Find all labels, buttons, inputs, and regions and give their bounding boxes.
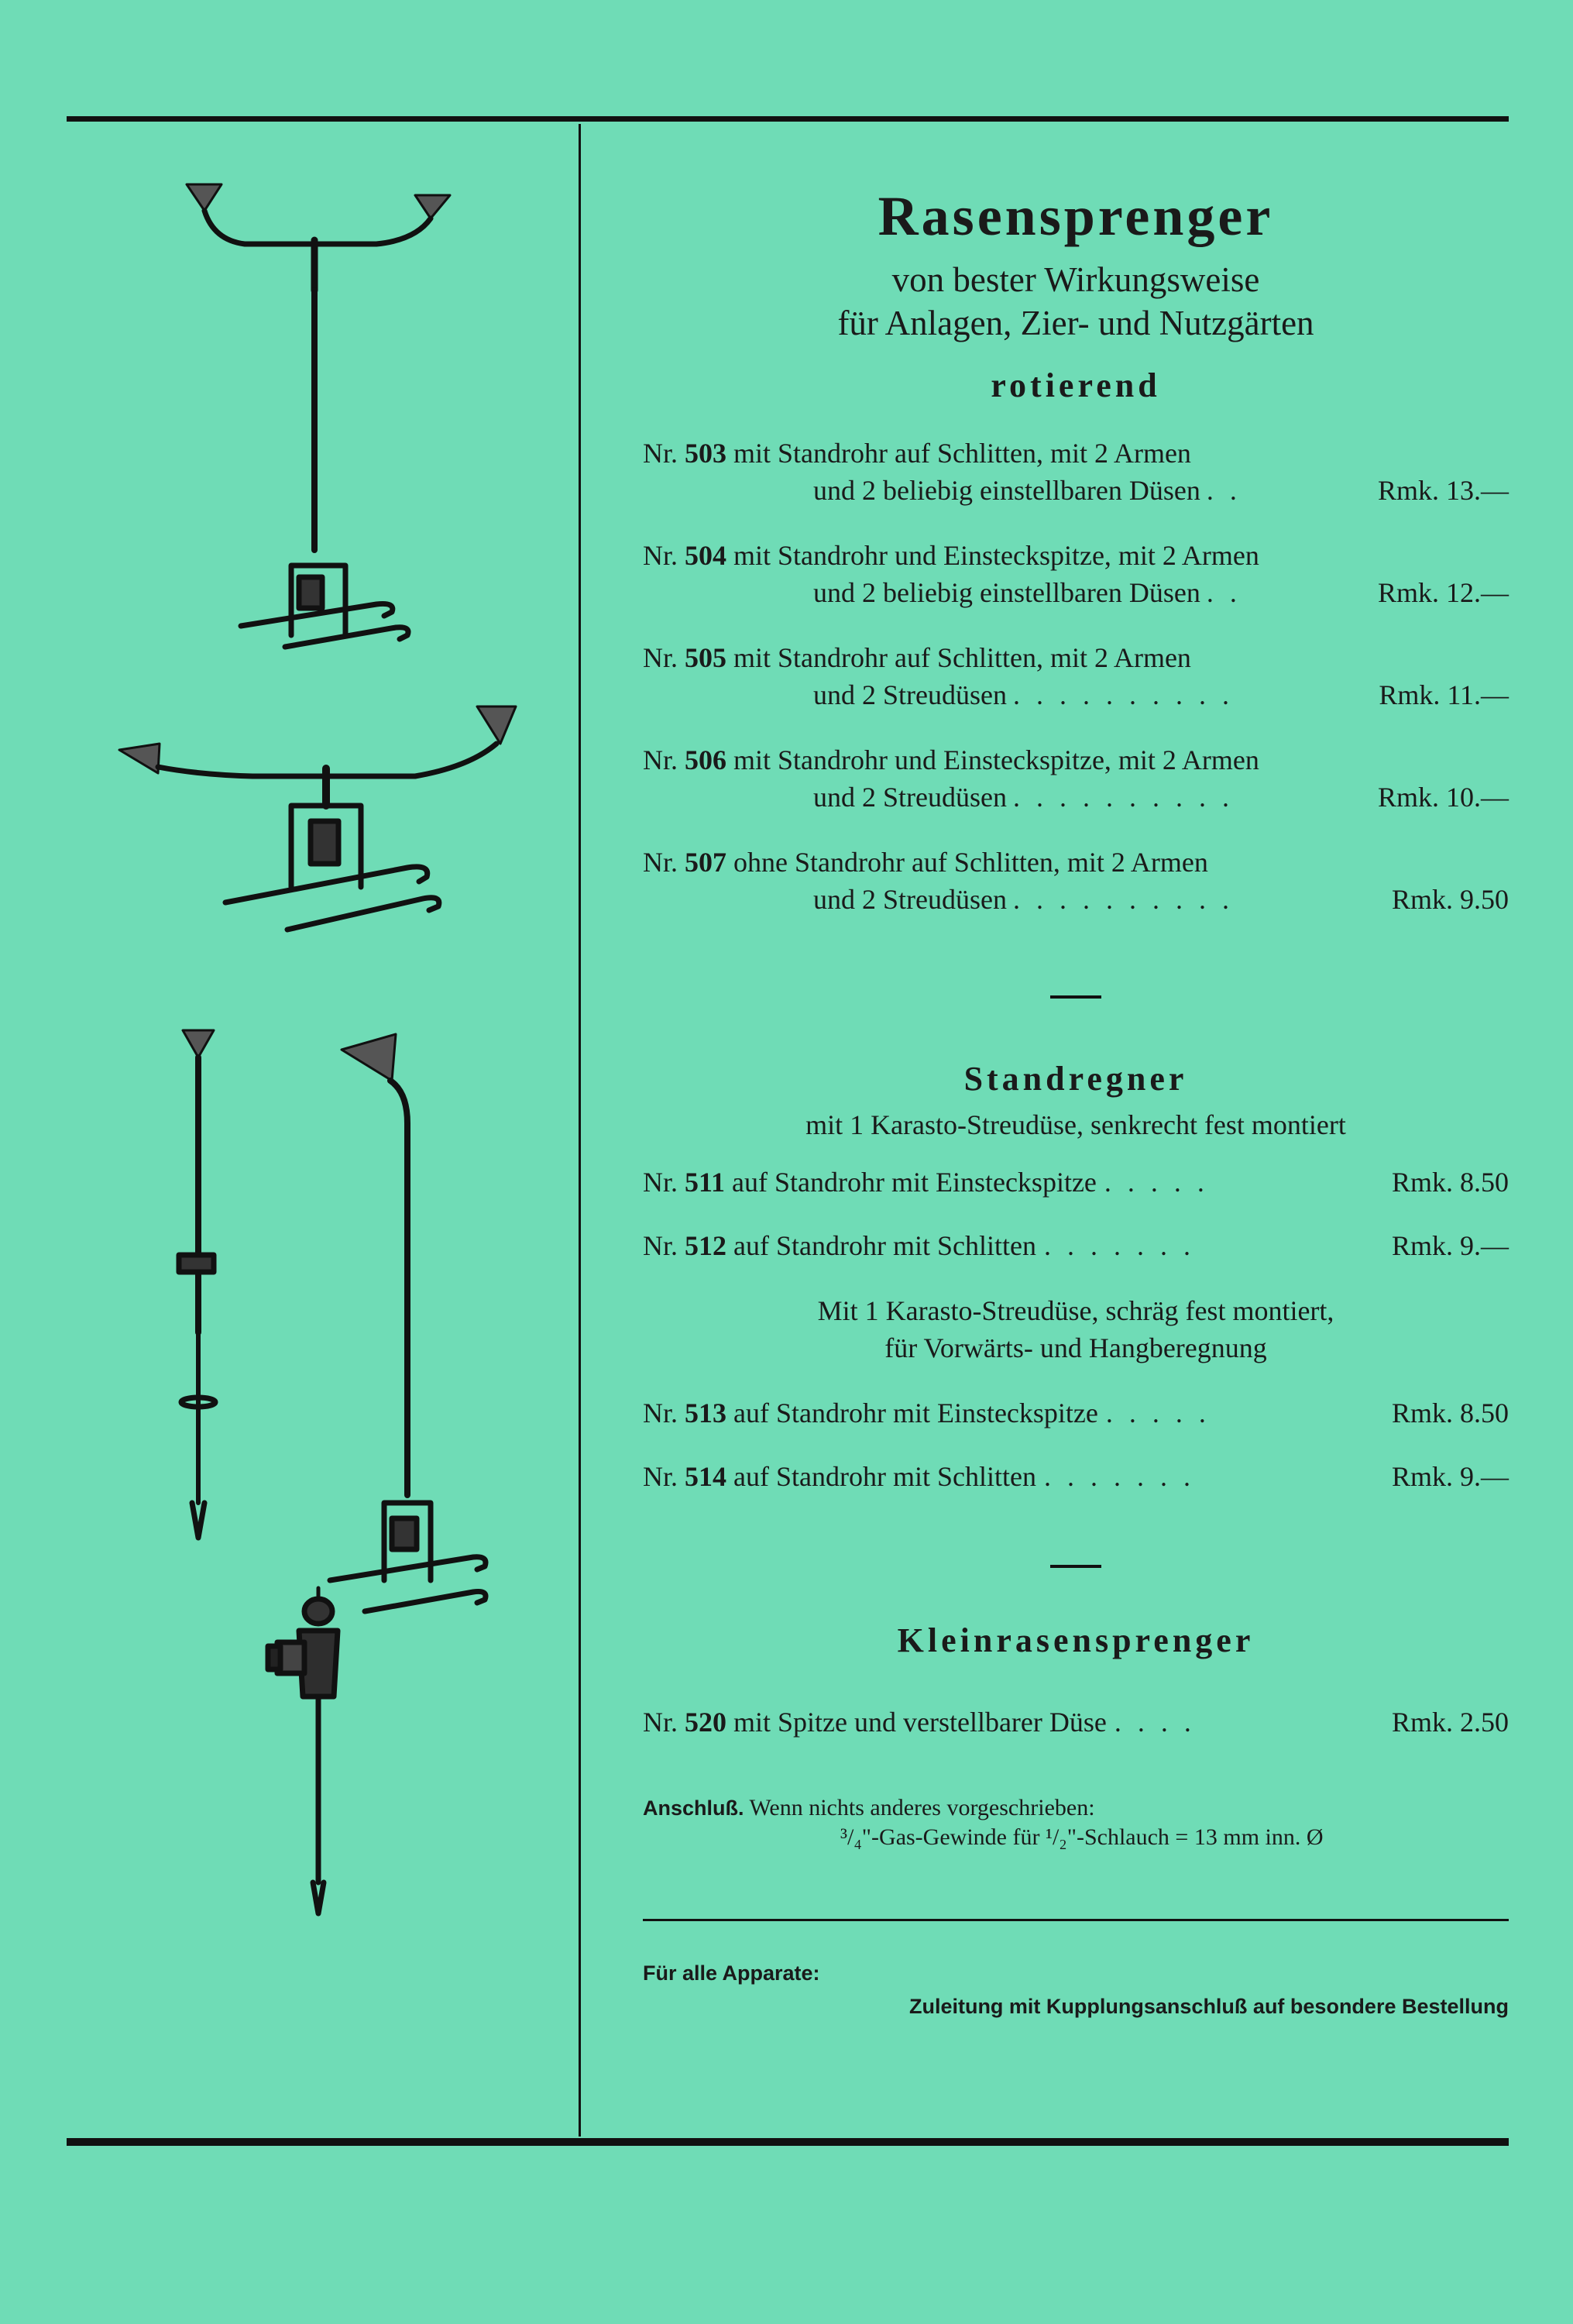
standregner-subtitle-2	[643, 1292, 1509, 1367]
top-rule	[67, 116, 1509, 122]
item-line1: mit Standrohr und Einsteckspitze, mit 2 Armen	[733, 539, 1259, 571]
list-item	[643, 1703, 1509, 1741]
list-item	[643, 741, 1509, 816]
item-text: auf Standrohr mit Einsteckspitze	[732, 1166, 1097, 1198]
item-number: 520	[685, 1706, 726, 1738]
nr-prefix: Nr.	[643, 539, 678, 571]
leader-dots: . .	[1206, 576, 1242, 608]
item-number: 503	[685, 437, 726, 469]
item-number: 513	[685, 1397, 726, 1428]
item-number: 514	[685, 1460, 726, 1492]
item-line1: mit Standrohr auf Schlitten, mit 2 Armen	[733, 641, 1191, 673]
item-line2: und 2 beliebig einstellbaren Düsen	[813, 576, 1200, 608]
leader-dots: . . . . . . .	[1043, 1460, 1195, 1492]
item-price: Rmk. 8.50	[1391, 1397, 1509, 1428]
item-text: auf Standrohr mit Einsteckspitze	[733, 1397, 1098, 1428]
footer-rule	[643, 1919, 1509, 1921]
item-price: Rmk. 2.50	[1391, 1706, 1509, 1738]
leader-dots: . . . .	[1114, 1706, 1196, 1738]
item-price: Rmk. 11.—	[1379, 679, 1509, 710]
anschluss-text: Wenn nichts anderes vorgeschrieben:	[749, 1794, 1095, 1820]
section-separator	[1050, 995, 1101, 999]
sprinkler-520-illustration	[268, 1588, 338, 1913]
page-title: Rasensprenger	[878, 185, 1274, 247]
anschluss-label: Anschluß.	[643, 1796, 744, 1820]
nr-prefix: Nr.	[643, 1397, 678, 1428]
klein-header	[643, 1621, 1509, 1660]
item-number: 505	[685, 641, 726, 673]
item-line2: und 2 Streudüsen	[813, 883, 1007, 915]
nr-prefix: Nr.	[643, 1460, 678, 1492]
footer-label: Für alle Apparate:	[643, 1961, 820, 1985]
item-text: mit Spitze und verstellbarer Düse	[733, 1706, 1107, 1738]
standregner-header	[643, 1059, 1509, 1143]
item-number: 507	[685, 846, 726, 878]
leader-dots: . .	[1206, 474, 1242, 506]
list-item	[643, 1394, 1509, 1432]
list-item	[643, 1458, 1509, 1495]
item-price: Rmk. 9.—	[1391, 1229, 1509, 1261]
list-item	[643, 1227, 1509, 1264]
right-column	[643, 186, 1509, 2019]
item-line2: und 2 Streudüsen	[813, 781, 1007, 813]
footer-text: Zuleitung mit Kupplungsanschluß auf besondere Bestellung	[908, 1994, 1509, 2018]
item-number: 506	[685, 744, 726, 775]
klein-title: Kleinrasensprenger	[897, 1621, 1255, 1659]
footer-note	[643, 1961, 1509, 2019]
leader-dots: . . . . .	[1105, 1397, 1211, 1428]
item-price: Rmk. 9.50	[1391, 883, 1509, 915]
item-line1: mit Standrohr und Einsteckspitze, mit 2 Armen	[733, 744, 1259, 775]
item-line2: und 2 Streudüsen	[813, 679, 1007, 710]
anschluss-note	[643, 1795, 1509, 1851]
leader-dots: . . . . . . .	[1043, 1229, 1195, 1261]
nr-prefix: Nr.	[643, 437, 678, 469]
section-separator	[1050, 1565, 1101, 1568]
standregner-title: Standregner	[963, 1059, 1188, 1098]
anschluss-spec: ³/₄"-Gas-Gewinde für ¹/₂"-Schlauch = 13 mm inn. Ø	[840, 1824, 1324, 1850]
list-item	[643, 435, 1509, 509]
item-number: 511	[685, 1166, 726, 1198]
list-item	[643, 639, 1509, 713]
sprinkler-illustrations	[67, 124, 578, 2137]
item-line1: mit Standrohr auf Schlitten, mit 2 Armen	[733, 437, 1191, 469]
sprinkler-503-illustration	[187, 184, 450, 647]
item-price: Rmk. 9.—	[1391, 1460, 1509, 1492]
item-text: auf Standrohr mit Schlitten	[733, 1460, 1036, 1492]
bottom-rule	[67, 2138, 1509, 2146]
column-divider	[579, 124, 581, 2137]
nr-prefix: Nr.	[643, 1166, 678, 1198]
nr-prefix: Nr.	[643, 744, 678, 775]
item-price: Rmk. 13.—	[1377, 474, 1509, 506]
standregner-subtitle: mit 1 Karasto-Streudüse, senkrecht fest montiert	[805, 1109, 1346, 1140]
item-number: 504	[685, 539, 726, 571]
standregner-list-a	[643, 1164, 1509, 1264]
standregner-list-b	[643, 1394, 1509, 1495]
item-price: Rmk. 8.50	[1391, 1166, 1509, 1198]
list-item	[643, 537, 1509, 611]
list-item	[643, 844, 1509, 918]
subtitle-2: für Anlagen, Zier- und Nutzgärten	[837, 304, 1314, 343]
item-text: auf Standrohr mit Schlitten	[733, 1229, 1036, 1261]
leader-dots: . . . . . . . . . .	[1012, 781, 1234, 813]
item-line1: ohne Standrohr auf Schlitten, mit 2 Armen	[733, 846, 1208, 878]
sprinkler-512-illustration	[330, 1034, 486, 1611]
leader-dots: . . . . .	[1104, 1166, 1209, 1198]
section-label-rotierend: rotierend	[991, 366, 1161, 404]
nr-prefix: Nr.	[643, 1229, 678, 1261]
nr-prefix: Nr.	[643, 1706, 678, 1738]
item-line2: und 2 beliebig einstellbaren Düsen	[813, 474, 1200, 506]
item-number: 512	[685, 1229, 726, 1261]
nr-prefix: Nr.	[643, 846, 678, 878]
subtitle-2b: für Vorwärts- und Hangberegnung	[884, 1332, 1267, 1363]
item-price: Rmk. 12.—	[1377, 576, 1509, 608]
subtitle-2a: Mit 1 Karasto-Streudüse, schräg fest montiert,	[817, 1294, 1334, 1326]
nr-prefix: Nr.	[643, 641, 678, 673]
list-item	[643, 1164, 1509, 1201]
leader-dots: . . . . . . . . . .	[1012, 883, 1234, 915]
leader-dots: . . . . . . . . . .	[1012, 679, 1234, 710]
item-price: Rmk. 10.—	[1377, 781, 1509, 813]
rotating-list	[643, 435, 1509, 918]
sprinkler-511-illustration	[179, 1030, 215, 1538]
header-block	[643, 186, 1509, 405]
sprinkler-507-illustration	[119, 706, 516, 930]
subtitle-1: von bester Wirkungsweise	[891, 260, 1260, 300]
